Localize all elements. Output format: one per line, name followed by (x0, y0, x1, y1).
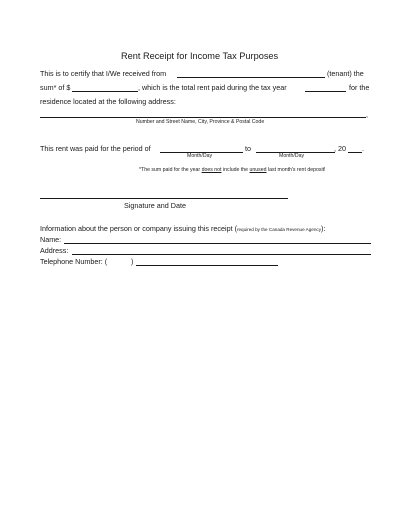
address-caption: Number and Street Name, City, Province & Postal Code (136, 119, 265, 125)
address-comma: , (366, 110, 368, 119)
signature-field[interactable] (40, 198, 288, 199)
sum-label: sum* of $ (40, 83, 71, 92)
tenant-name-field[interactable] (177, 77, 325, 78)
residence-address-field[interactable] (40, 117, 366, 118)
issuer-name-label: Name: (40, 235, 62, 244)
tax-year-text: , which is the total rent paid during the tax year (138, 83, 287, 92)
issuer-name-field[interactable] (64, 243, 371, 244)
issuer-phone-label: Telephone Number: ( (40, 257, 108, 266)
issuer-address-label: Address: (40, 246, 69, 255)
issuer-info-heading: Information about the person or company issuing this receipt (required by the Canada Revenue Agency): (40, 224, 326, 233)
period-label: This rent was paid for the period of (40, 144, 151, 153)
footnote: *The sum paid for the year does not include the unused last month's rent deposit! (139, 167, 326, 173)
period-end-caption: Month/Day (279, 153, 305, 159)
period-to-text: to (245, 144, 251, 153)
footnote-unused: unused (249, 167, 267, 173)
year-field[interactable] (348, 152, 362, 153)
sum-amount-field[interactable] (72, 91, 138, 92)
document-title: Rent Receipt for Income Tax Purposes (121, 51, 279, 61)
certify-line-end: (tenant) the (327, 69, 364, 78)
cra-requirement-note: required by the Canada Revenue Agency (236, 227, 321, 232)
residence-text: residence located at the following address: (40, 97, 176, 106)
for-the-text: for the (349, 83, 370, 92)
phone-close-paren: ) (131, 257, 134, 266)
certify-line-start: This is to certify that I/We received from (40, 69, 167, 78)
issuer-address-field[interactable] (72, 254, 371, 255)
period-start-caption: Month/Day (187, 153, 213, 159)
footnote-does-not: does not (201, 167, 222, 173)
year-prefix: , 20 (334, 144, 346, 153)
issuer-phone-field[interactable] (136, 265, 278, 266)
year-period: . (362, 144, 364, 153)
tax-year-field[interactable] (305, 91, 346, 92)
signature-caption: Signature and Date (124, 201, 186, 210)
